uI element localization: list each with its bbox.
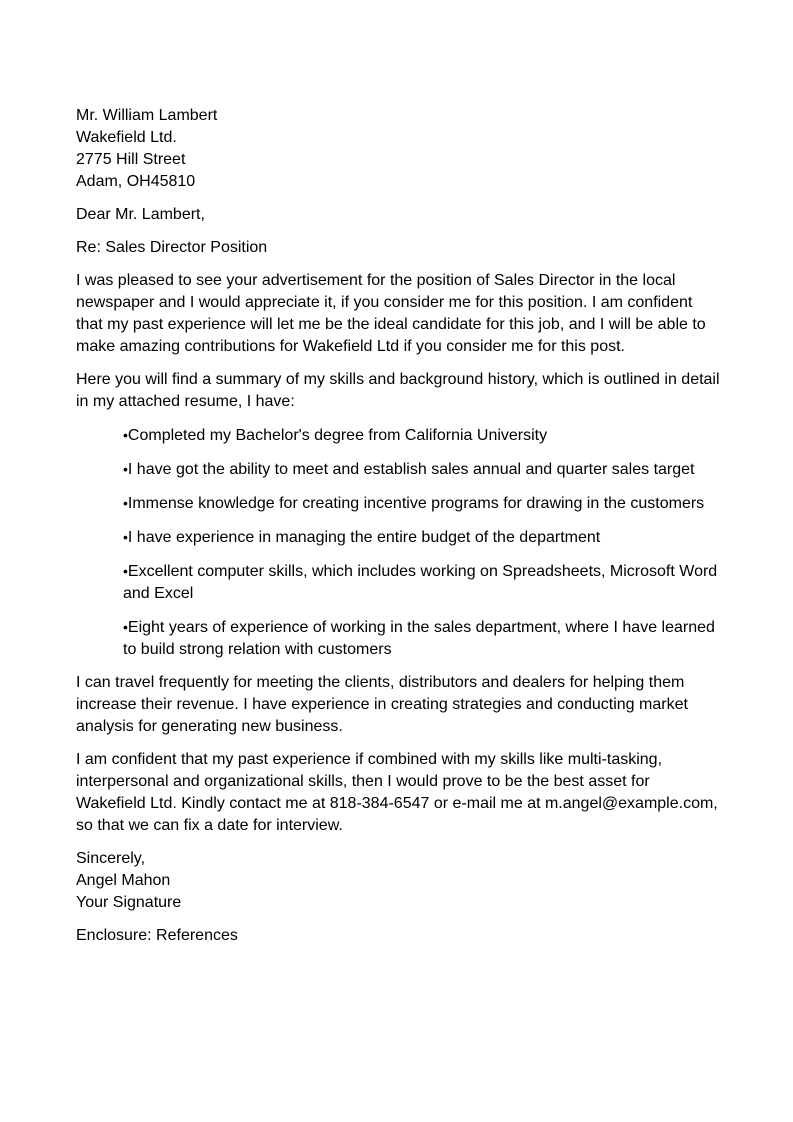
- bullet-icon: •: [123, 529, 128, 545]
- bullet-icon: •: [123, 563, 128, 579]
- summary-paragraph: Here you will find a summary of my skills and background history, which is outlined in detail in my attached resume, I have:: [76, 371, 720, 410]
- list-item: [123, 526, 721, 549]
- skill-text: Completed my Bachelor's degree from California University: [127, 427, 548, 444]
- sender-name: Angel Mahon: [76, 872, 171, 889]
- subject-line: Re: Sales Director Position: [76, 239, 268, 256]
- recipient-name: Mr. William Lambert: [76, 107, 218, 124]
- contact-paragraph: I am confident that my past experience if combined with my skills like multi-tasking, interpersonal and organizational skills, then I would prove to be the best asset for Wakefield Ltd. Kindly contact me at 818-384-6547 or e-mail me at m.angel@example.com, so that we can fix a date for interview.: [76, 751, 718, 834]
- skill-text: Eight years of experience of working in the sales department, where I have learned to build strong relation with customers: [123, 619, 715, 658]
- sign-off: Sincerely,: [76, 850, 146, 867]
- bullet-icon: •: [123, 495, 128, 511]
- list-item: [123, 458, 721, 481]
- bullet-icon: •: [123, 619, 128, 635]
- skill-text: Excellent computer skills, which includes working on Spreadsheets, Microsoft Word and Excel: [123, 563, 718, 602]
- salutation: Dear Mr. Lambert,: [76, 206, 205, 223]
- recipient-city: Adam, OH45810: [76, 173, 196, 190]
- recipient-address: [76, 105, 721, 193]
- recipient-company: Wakefield Ltd.: [76, 129, 177, 146]
- bullet-icon: •: [123, 427, 128, 443]
- skill-text: I have experience in managing the entire budget of the department: [127, 529, 601, 546]
- bullet-icon: •: [123, 461, 128, 477]
- intro-paragraph: I was pleased to see your advertisement for the position of Sales Director in the local newspaper and I would appreciate it, if you consider me for this position. I am confident that my past experience will let me be the ideal candidate for this job, and I will be able to make amazing contributions for Wakefield Ltd if you consider me for this post.: [76, 272, 706, 355]
- letter-body: [76, 105, 721, 958]
- list-item: [123, 424, 721, 447]
- list-item: [123, 616, 721, 661]
- skill-text: I have got the ability to meet and establish sales annual and quarter sales target: [127, 461, 695, 478]
- enclosure-line: Enclosure: References: [76, 927, 238, 944]
- list-item: [123, 492, 721, 515]
- recipient-street: 2775 Hill Street: [76, 151, 186, 168]
- skill-text: Immense knowledge for creating incentive programs for drawing in the customers: [127, 495, 705, 512]
- signature: Your Signature: [76, 894, 182, 911]
- travel-paragraph: I can travel frequently for meeting the clients, distributors and dealers for helping them increase their revenue. I have experience in creating strategies and conducting market analysis for generating new business.: [76, 674, 688, 735]
- skills-list: [76, 424, 721, 661]
- closing-block: [76, 848, 721, 914]
- list-item: [123, 560, 721, 605]
